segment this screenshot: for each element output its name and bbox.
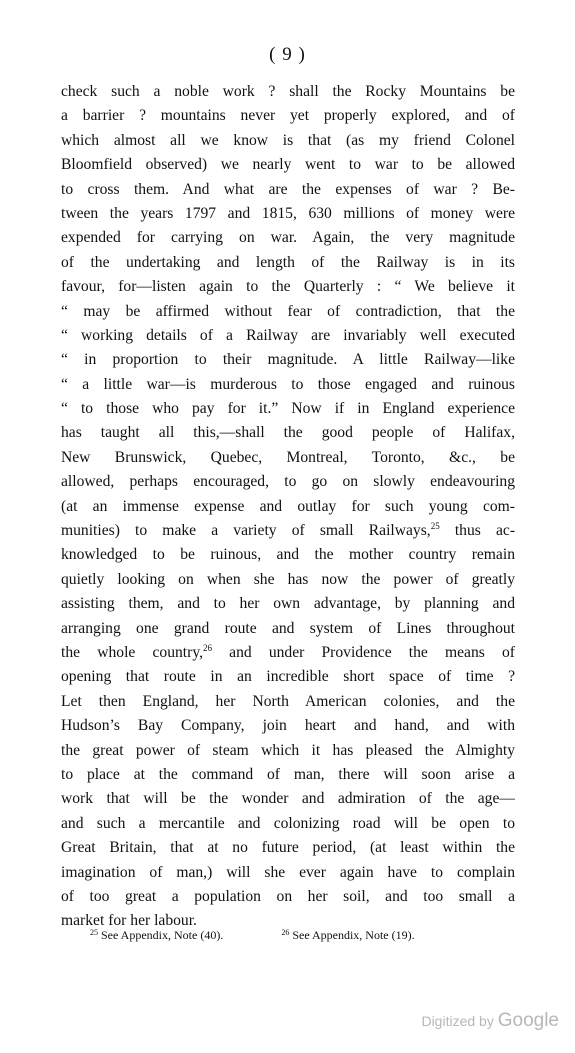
watermark-prefix: Digitized by bbox=[421, 1013, 494, 1029]
text-line bbox=[61, 568, 515, 592]
line-text: tween the years 1797 and 1815, 630 millions of money were bbox=[61, 204, 515, 222]
line-text: which almost all we know is that (as my friend Colonel bbox=[61, 131, 515, 149]
text-line bbox=[61, 665, 515, 689]
text-line bbox=[61, 836, 515, 860]
text-line bbox=[61, 397, 515, 421]
line-text: imagination of man,) will she ever again have to complain bbox=[61, 863, 515, 881]
line-text: Great Britain, that at no future period, (at least within the bbox=[61, 839, 515, 857]
text-line bbox=[61, 275, 515, 299]
line-text: work that will be the wonder and admiration of the age— bbox=[61, 790, 515, 808]
line-text: Hudson’s Bay Company, join heart and hand, and with bbox=[61, 717, 515, 735]
text-line bbox=[61, 641, 515, 665]
line-text: knowledged to be ruinous, and the mother country remain bbox=[61, 546, 515, 564]
text-line bbox=[61, 787, 515, 811]
text-line bbox=[61, 885, 515, 909]
text-line bbox=[61, 470, 515, 494]
text-line bbox=[61, 519, 515, 543]
line-text: a barrier ? mountains never yet properly explored, and of bbox=[61, 107, 515, 125]
text-line bbox=[61, 763, 515, 787]
line-text: New Brunswick, Quebec, Montreal, Toronto, &c., be bbox=[61, 448, 515, 466]
text-line bbox=[61, 300, 515, 324]
text-line bbox=[61, 495, 515, 519]
text-line bbox=[61, 421, 515, 445]
line-text: to place at the command of man, there will soon arise a bbox=[61, 765, 515, 783]
text-line bbox=[61, 690, 515, 714]
watermark-brand: Google bbox=[497, 1010, 559, 1031]
body-text bbox=[61, 80, 515, 934]
line-text: opening that route in an incredible short space of time ? bbox=[61, 668, 515, 686]
line-text: check such a noble work ? shall the Rocky Mountains be bbox=[61, 83, 515, 100]
line-text: expended for carrying on war. Again, the very magnitude bbox=[61, 229, 515, 247]
text-line bbox=[61, 324, 515, 348]
line-text: Let then England, her North American colonies, and the bbox=[61, 692, 515, 710]
footnote-ref: 25 bbox=[430, 521, 440, 532]
text-line bbox=[61, 104, 515, 128]
text-line bbox=[61, 739, 515, 763]
line-text-after: and under Providence the means of bbox=[212, 643, 515, 661]
text-line bbox=[61, 251, 515, 275]
text-line bbox=[61, 178, 515, 202]
footnote bbox=[281, 928, 414, 943]
line-text: of the undertaking and length of the Railway is in its bbox=[61, 253, 515, 271]
line-text: munities) to make a variety of small Railways, bbox=[61, 522, 431, 540]
text-line bbox=[61, 812, 515, 836]
line-text: quietly looking on when she has now the power of greatly bbox=[61, 570, 515, 588]
text-line bbox=[61, 446, 515, 470]
footnotes bbox=[90, 928, 520, 943]
line-text: the great power of steam which it has pleased the Almighty bbox=[61, 741, 515, 759]
line-text: “ working details of a Railway are invariably well executed bbox=[61, 326, 515, 344]
line-text: of too great a population on her soil, and too small a bbox=[61, 887, 515, 905]
text-line bbox=[61, 348, 515, 372]
line-text: Bloomfield observed) we nearly went to war to be allowed bbox=[61, 156, 515, 174]
footnote-number: 26 bbox=[281, 928, 290, 937]
page-number: ( 9 ) bbox=[269, 44, 306, 65]
footnote-number: 25 bbox=[90, 928, 98, 937]
line-text: to cross them. And what are the expenses of war ? Be- bbox=[61, 180, 515, 198]
text-line bbox=[61, 202, 515, 226]
text-line bbox=[61, 617, 515, 641]
line-text: “ in proportion to their magnitude. A little Railway—like bbox=[61, 351, 515, 369]
line-text: market for her labour. bbox=[61, 912, 197, 930]
text-line bbox=[61, 861, 515, 885]
footnote-ref: 26 bbox=[203, 642, 212, 653]
text-line bbox=[61, 80, 515, 104]
line-text: assisting them, and to her own advantage, by planning and bbox=[61, 595, 515, 613]
text-line bbox=[61, 226, 515, 250]
line-text: “ may be affirmed without fear of contradiction, that the bbox=[61, 302, 515, 320]
footnote-text: See Appendix, Note (40). bbox=[101, 928, 224, 942]
line-text: allowed, perhaps encouraged, to go on slowly endeavouring bbox=[61, 473, 515, 491]
footnote bbox=[90, 928, 223, 943]
line-text: and such a mercantile and colonizing road will be open to bbox=[61, 814, 515, 832]
line-text-after: thus ac- bbox=[439, 522, 515, 540]
text-line bbox=[61, 592, 515, 616]
line-text: arranging one grand route and system of Lines throughout bbox=[61, 619, 515, 637]
line-text: “ a little war—is murderous to those engaged and ruinous bbox=[61, 375, 515, 393]
text-line bbox=[61, 543, 515, 567]
line-text: the whole country, bbox=[61, 643, 203, 661]
line-text: favour, for—listen again to the Quarterly : “ We believe it bbox=[61, 278, 515, 296]
line-text: “ to those who pay for it.” Now if in England experience bbox=[61, 400, 515, 418]
line-text: has taught all this,—shall the good people of Halifax, bbox=[61, 424, 515, 442]
line-text: (at an immense expense and outlay for such young com- bbox=[61, 497, 515, 515]
text-line bbox=[61, 129, 515, 153]
footnote-text: See Appendix, Note (19). bbox=[292, 928, 415, 942]
text-line bbox=[61, 714, 515, 738]
text-line bbox=[61, 153, 515, 177]
text-line bbox=[61, 373, 515, 397]
digitized-watermark bbox=[421, 1010, 559, 1032]
